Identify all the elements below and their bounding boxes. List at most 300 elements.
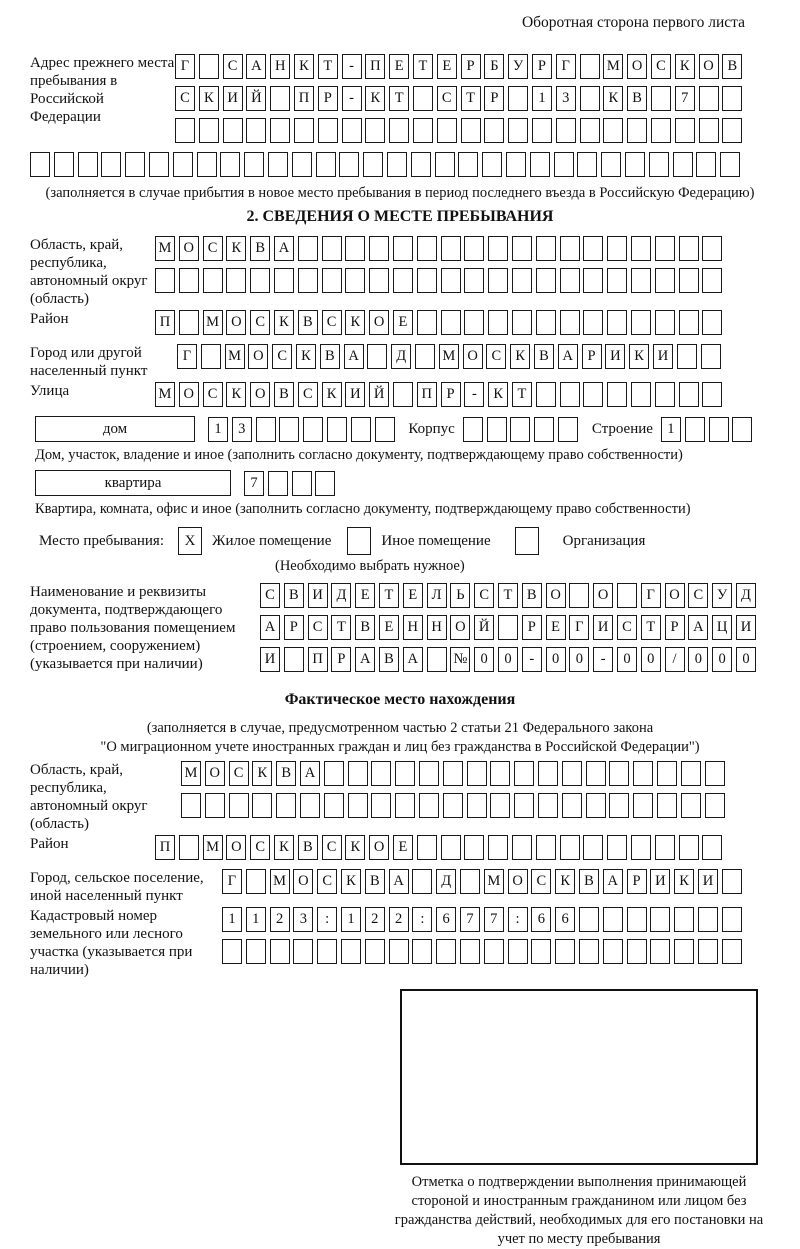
char-cell[interactable]: [674, 939, 694, 964]
char-cell[interactable]: [508, 86, 528, 111]
char-cell[interactable]: О: [463, 344, 483, 369]
char-cell[interactable]: Р: [318, 86, 338, 111]
char-cell[interactable]: 7: [460, 907, 480, 932]
char-cell[interactable]: У: [508, 54, 528, 79]
char-cell[interactable]: [417, 835, 437, 860]
char-cell[interactable]: [324, 793, 344, 818]
char-cell[interactable]: /: [665, 647, 685, 672]
char-cell[interactable]: [560, 236, 580, 261]
char-cell[interactable]: Д: [331, 583, 351, 608]
char-cell[interactable]: [78, 152, 98, 177]
char-cell[interactable]: [175, 118, 195, 143]
char-cell[interactable]: [395, 761, 415, 786]
char-cell[interactable]: [458, 152, 478, 177]
char-cell[interactable]: В: [365, 869, 385, 894]
char-cell[interactable]: К: [345, 310, 365, 335]
char-cell[interactable]: [417, 236, 437, 261]
char-cell[interactable]: [300, 793, 320, 818]
char-cell[interactable]: [685, 417, 705, 442]
char-cell[interactable]: Г: [641, 583, 661, 608]
char-cell[interactable]: 3: [293, 907, 313, 932]
char-cell[interactable]: С: [688, 583, 708, 608]
char-cell[interactable]: [583, 268, 603, 293]
char-cell[interactable]: А: [246, 54, 266, 79]
char-cell[interactable]: [651, 86, 671, 111]
char-cell[interactable]: Т: [413, 54, 433, 79]
char-cell[interactable]: 1: [222, 907, 242, 932]
char-cell[interactable]: Ь: [450, 583, 470, 608]
char-cell[interactable]: Д: [736, 583, 756, 608]
char-cell[interactable]: [631, 382, 651, 407]
char-cell[interactable]: [512, 236, 532, 261]
char-cell[interactable]: С: [175, 86, 195, 111]
char-cell[interactable]: С: [531, 869, 551, 894]
char-cell[interactable]: [498, 615, 518, 640]
char-cell[interactable]: [532, 118, 552, 143]
char-cell[interactable]: С: [250, 835, 270, 860]
char-cell[interactable]: [625, 152, 645, 177]
char-cell[interactable]: [226, 268, 246, 293]
char-cell[interactable]: [365, 939, 385, 964]
char-cell[interactable]: [417, 268, 437, 293]
char-cell[interactable]: [203, 268, 223, 293]
char-cell[interactable]: И: [593, 615, 613, 640]
char-cell[interactable]: [322, 268, 342, 293]
char-cell[interactable]: [292, 471, 312, 496]
char-cell[interactable]: [702, 310, 722, 335]
char-cell[interactable]: С: [229, 761, 249, 786]
char-cell[interactable]: Р: [461, 54, 481, 79]
char-cell[interactable]: К: [674, 869, 694, 894]
char-cell[interactable]: И: [698, 869, 718, 894]
char-cell[interactable]: [650, 907, 670, 932]
char-cell[interactable]: Р: [484, 86, 504, 111]
char-cell[interactable]: [339, 152, 359, 177]
char-cell[interactable]: О: [450, 615, 470, 640]
char-cell[interactable]: [490, 761, 510, 786]
char-cell[interactable]: [657, 793, 677, 818]
char-cell[interactable]: [284, 647, 304, 672]
char-cell[interactable]: [536, 268, 556, 293]
char-cell[interactable]: [627, 939, 647, 964]
char-cell[interactable]: [125, 152, 145, 177]
char-cell[interactable]: [510, 417, 530, 442]
char-cell[interactable]: [490, 793, 510, 818]
char-cell[interactable]: [488, 268, 508, 293]
char-cell[interactable]: [246, 869, 266, 894]
char-cell[interactable]: В: [298, 310, 318, 335]
char-cell[interactable]: И: [736, 615, 756, 640]
char-cell[interactable]: [702, 268, 722, 293]
stay-option-other-checkbox[interactable]: [347, 527, 371, 555]
char-cell[interactable]: [579, 907, 599, 932]
char-cell[interactable]: [698, 939, 718, 964]
char-cell[interactable]: Л: [427, 583, 447, 608]
char-cell[interactable]: [512, 310, 532, 335]
char-cell[interactable]: [322, 236, 342, 261]
char-cell[interactable]: [722, 939, 742, 964]
char-cell[interactable]: [179, 310, 199, 335]
char-cell[interactable]: К: [252, 761, 272, 786]
char-cell[interactable]: 2: [365, 907, 385, 932]
char-cell[interactable]: С: [617, 615, 637, 640]
char-cell[interactable]: М: [603, 54, 623, 79]
char-cell[interactable]: [580, 118, 600, 143]
char-cell[interactable]: А: [403, 647, 423, 672]
char-cell[interactable]: М: [484, 869, 504, 894]
char-cell[interactable]: [681, 761, 701, 786]
char-cell[interactable]: К: [199, 86, 219, 111]
char-cell[interactable]: [220, 152, 240, 177]
char-cell[interactable]: Р: [441, 382, 461, 407]
char-cell[interactable]: [413, 118, 433, 143]
char-cell[interactable]: [633, 793, 653, 818]
char-cell[interactable]: [463, 417, 483, 442]
char-cell[interactable]: В: [284, 583, 304, 608]
char-cell[interactable]: С: [250, 310, 270, 335]
char-cell[interactable]: [268, 152, 288, 177]
char-cell[interactable]: [580, 86, 600, 111]
char-cell[interactable]: [197, 152, 217, 177]
char-cell[interactable]: [699, 118, 719, 143]
char-cell[interactable]: [577, 152, 597, 177]
char-cell[interactable]: [705, 793, 725, 818]
char-cell[interactable]: [348, 761, 368, 786]
char-cell[interactable]: [270, 118, 290, 143]
char-cell[interactable]: 7: [244, 471, 264, 496]
char-cell[interactable]: И: [605, 344, 625, 369]
char-cell[interactable]: В: [379, 647, 399, 672]
char-cell[interactable]: [419, 793, 439, 818]
char-cell[interactable]: [627, 118, 647, 143]
char-cell[interactable]: [722, 86, 742, 111]
char-cell[interactable]: [709, 417, 729, 442]
char-cell[interactable]: [389, 118, 409, 143]
char-cell[interactable]: И: [653, 344, 673, 369]
char-cell[interactable]: А: [260, 615, 280, 640]
char-cell[interactable]: [677, 344, 697, 369]
char-cell[interactable]: [655, 236, 675, 261]
char-cell[interactable]: [427, 647, 447, 672]
char-cell[interactable]: Е: [389, 54, 409, 79]
char-cell[interactable]: -: [593, 647, 613, 672]
char-cell[interactable]: Е: [437, 54, 457, 79]
char-cell[interactable]: М: [203, 310, 223, 335]
char-cell[interactable]: [30, 152, 50, 177]
char-cell[interactable]: О: [593, 583, 613, 608]
char-cell[interactable]: [558, 417, 578, 442]
char-cell[interactable]: [702, 835, 722, 860]
char-cell[interactable]: О: [699, 54, 719, 79]
char-cell[interactable]: [655, 310, 675, 335]
char-cell[interactable]: Е: [379, 615, 399, 640]
char-cell[interactable]: Т: [318, 54, 338, 79]
char-cell[interactable]: Й: [474, 615, 494, 640]
char-cell[interactable]: [607, 236, 627, 261]
char-cell[interactable]: С: [298, 382, 318, 407]
char-cell[interactable]: [554, 152, 574, 177]
char-cell[interactable]: [681, 793, 701, 818]
char-cell[interactable]: [580, 54, 600, 79]
char-cell[interactable]: К: [675, 54, 695, 79]
char-cell[interactable]: [246, 939, 266, 964]
char-cell[interactable]: [412, 939, 432, 964]
char-cell[interactable]: 1: [208, 417, 228, 442]
char-cell[interactable]: [609, 761, 629, 786]
char-cell[interactable]: С: [317, 869, 337, 894]
char-cell[interactable]: Т: [379, 583, 399, 608]
char-cell[interactable]: Р: [582, 344, 602, 369]
char-cell[interactable]: [371, 793, 391, 818]
char-cell[interactable]: [464, 310, 484, 335]
char-cell[interactable]: В: [627, 86, 647, 111]
char-cell[interactable]: 2: [389, 907, 409, 932]
char-cell[interactable]: С: [203, 236, 223, 261]
char-cell[interactable]: [560, 310, 580, 335]
char-cell[interactable]: [199, 118, 219, 143]
char-cell[interactable]: [317, 939, 337, 964]
char-cell[interactable]: [324, 761, 344, 786]
char-cell[interactable]: [293, 939, 313, 964]
char-cell[interactable]: [365, 118, 385, 143]
char-cell[interactable]: [244, 152, 264, 177]
char-cell[interactable]: [679, 382, 699, 407]
char-cell[interactable]: 7: [484, 907, 504, 932]
char-cell[interactable]: К: [555, 869, 575, 894]
char-cell[interactable]: [298, 268, 318, 293]
char-cell[interactable]: [488, 236, 508, 261]
char-cell[interactable]: А: [300, 761, 320, 786]
char-cell[interactable]: [369, 236, 389, 261]
char-cell[interactable]: [583, 382, 603, 407]
char-cell[interactable]: [536, 310, 556, 335]
char-cell[interactable]: К: [629, 344, 649, 369]
char-cell[interactable]: В: [320, 344, 340, 369]
char-cell[interactable]: Д: [436, 869, 456, 894]
char-cell[interactable]: [179, 268, 199, 293]
char-cell[interactable]: [722, 869, 742, 894]
char-cell[interactable]: Е: [403, 583, 423, 608]
char-cell[interactable]: П: [308, 647, 328, 672]
char-cell[interactable]: [722, 907, 742, 932]
char-cell[interactable]: [246, 118, 266, 143]
char-cell[interactable]: [181, 793, 201, 818]
char-cell[interactable]: Н: [403, 615, 423, 640]
char-cell[interactable]: Р: [331, 647, 351, 672]
char-cell[interactable]: [252, 793, 272, 818]
char-cell[interactable]: [375, 417, 395, 442]
char-cell[interactable]: И: [308, 583, 328, 608]
char-cell[interactable]: [443, 761, 463, 786]
char-cell[interactable]: [464, 268, 484, 293]
apartment-type-box[interactable]: квартира: [35, 470, 231, 496]
char-cell[interactable]: [315, 471, 335, 496]
char-cell[interactable]: М: [155, 382, 175, 407]
char-cell[interactable]: [569, 583, 589, 608]
char-cell[interactable]: [655, 835, 675, 860]
char-cell[interactable]: И: [223, 86, 243, 111]
char-cell[interactable]: [345, 268, 365, 293]
char-cell[interactable]: :: [412, 907, 432, 932]
char-cell[interactable]: [705, 761, 725, 786]
char-cell[interactable]: [617, 583, 637, 608]
char-cell[interactable]: С: [308, 615, 328, 640]
char-cell[interactable]: С: [322, 835, 342, 860]
char-cell[interactable]: П: [294, 86, 314, 111]
char-cell[interactable]: -: [342, 86, 362, 111]
char-cell[interactable]: Е: [393, 310, 413, 335]
char-cell[interactable]: [514, 761, 534, 786]
char-cell[interactable]: В: [355, 615, 375, 640]
char-cell[interactable]: Н: [270, 54, 290, 79]
char-cell[interactable]: М: [203, 835, 223, 860]
char-cell[interactable]: 7: [675, 86, 695, 111]
char-cell[interactable]: [155, 268, 175, 293]
char-cell[interactable]: А: [355, 647, 375, 672]
char-cell[interactable]: [415, 344, 435, 369]
char-cell[interactable]: В: [522, 583, 542, 608]
char-cell[interactable]: [679, 835, 699, 860]
char-cell[interactable]: Р: [627, 869, 647, 894]
char-cell[interactable]: С: [203, 382, 223, 407]
char-cell[interactable]: [583, 310, 603, 335]
char-cell[interactable]: [389, 939, 409, 964]
char-cell[interactable]: 0: [712, 647, 732, 672]
char-cell[interactable]: М: [225, 344, 245, 369]
char-cell[interactable]: О: [248, 344, 268, 369]
char-cell[interactable]: А: [274, 236, 294, 261]
char-cell[interactable]: [345, 236, 365, 261]
char-cell[interactable]: К: [274, 835, 294, 860]
char-cell[interactable]: [601, 152, 621, 177]
char-cell[interactable]: [316, 152, 336, 177]
char-cell[interactable]: [631, 310, 651, 335]
char-cell[interactable]: [633, 761, 653, 786]
char-cell[interactable]: [270, 86, 290, 111]
char-cell[interactable]: [657, 761, 677, 786]
char-cell[interactable]: О: [369, 835, 389, 860]
char-cell[interactable]: 0: [736, 647, 756, 672]
char-cell[interactable]: С: [486, 344, 506, 369]
char-cell[interactable]: [461, 118, 481, 143]
char-cell[interactable]: [556, 118, 576, 143]
char-cell[interactable]: Д: [391, 344, 411, 369]
char-cell[interactable]: [488, 835, 508, 860]
char-cell[interactable]: [560, 268, 580, 293]
char-cell[interactable]: А: [558, 344, 578, 369]
char-cell[interactable]: [393, 268, 413, 293]
char-cell[interactable]: :: [317, 907, 337, 932]
char-cell[interactable]: Т: [512, 382, 532, 407]
char-cell[interactable]: [675, 118, 695, 143]
char-cell[interactable]: [560, 835, 580, 860]
char-cell[interactable]: [294, 118, 314, 143]
char-cell[interactable]: [412, 869, 432, 894]
char-cell[interactable]: А: [389, 869, 409, 894]
char-cell[interactable]: О: [179, 382, 199, 407]
char-cell[interactable]: [631, 835, 651, 860]
char-cell[interactable]: [508, 118, 528, 143]
char-cell[interactable]: 3: [232, 417, 252, 442]
char-cell[interactable]: К: [274, 310, 294, 335]
char-cell[interactable]: 6: [436, 907, 456, 932]
char-cell[interactable]: Н: [427, 615, 447, 640]
char-cell[interactable]: Р: [532, 54, 552, 79]
char-cell[interactable]: П: [155, 310, 175, 335]
char-cell[interactable]: [435, 152, 455, 177]
char-cell[interactable]: Г: [556, 54, 576, 79]
char-cell[interactable]: [149, 152, 169, 177]
char-cell[interactable]: [367, 344, 387, 369]
char-cell[interactable]: [536, 236, 556, 261]
char-cell[interactable]: [441, 236, 461, 261]
char-cell[interactable]: [698, 907, 718, 932]
char-cell[interactable]: [538, 793, 558, 818]
char-cell[interactable]: -: [464, 382, 484, 407]
char-cell[interactable]: В: [722, 54, 742, 79]
char-cell[interactable]: [512, 268, 532, 293]
char-cell[interactable]: 3: [556, 86, 576, 111]
char-cell[interactable]: [488, 310, 508, 335]
char-cell[interactable]: [514, 793, 534, 818]
char-cell[interactable]: [607, 310, 627, 335]
char-cell[interactable]: -: [522, 647, 542, 672]
char-cell[interactable]: [699, 86, 719, 111]
char-cell[interactable]: 0: [546, 647, 566, 672]
char-cell[interactable]: О: [226, 835, 246, 860]
char-cell[interactable]: [562, 761, 582, 786]
char-cell[interactable]: [413, 86, 433, 111]
char-cell[interactable]: П: [365, 54, 385, 79]
char-cell[interactable]: [223, 118, 243, 143]
char-cell[interactable]: [586, 761, 606, 786]
char-cell[interactable]: 1: [341, 907, 361, 932]
char-cell[interactable]: [655, 268, 675, 293]
char-cell[interactable]: К: [341, 869, 361, 894]
char-cell[interactable]: [603, 939, 623, 964]
char-cell[interactable]: [201, 344, 221, 369]
char-cell[interactable]: [222, 939, 242, 964]
char-cell[interactable]: [441, 310, 461, 335]
char-cell[interactable]: О: [508, 869, 528, 894]
char-cell[interactable]: [536, 835, 556, 860]
char-cell[interactable]: И: [650, 869, 670, 894]
char-cell[interactable]: У: [712, 583, 732, 608]
char-cell[interactable]: [679, 310, 699, 335]
char-cell[interactable]: О: [546, 583, 566, 608]
char-cell[interactable]: Е: [546, 615, 566, 640]
char-cell[interactable]: [351, 417, 371, 442]
char-cell[interactable]: [298, 236, 318, 261]
char-cell[interactable]: [607, 382, 627, 407]
char-cell[interactable]: [586, 793, 606, 818]
char-cell[interactable]: Т: [461, 86, 481, 111]
char-cell[interactable]: К: [294, 54, 314, 79]
char-cell[interactable]: С: [437, 86, 457, 111]
char-cell[interactable]: [701, 344, 721, 369]
char-cell[interactable]: О: [627, 54, 647, 79]
char-cell[interactable]: [348, 793, 368, 818]
char-cell[interactable]: -: [342, 54, 362, 79]
char-cell[interactable]: С: [474, 583, 494, 608]
char-cell[interactable]: [460, 869, 480, 894]
char-cell[interactable]: [417, 310, 437, 335]
char-cell[interactable]: К: [345, 835, 365, 860]
char-cell[interactable]: [276, 793, 296, 818]
char-cell[interactable]: К: [365, 86, 385, 111]
char-cell[interactable]: [607, 268, 627, 293]
char-cell[interactable]: [579, 939, 599, 964]
